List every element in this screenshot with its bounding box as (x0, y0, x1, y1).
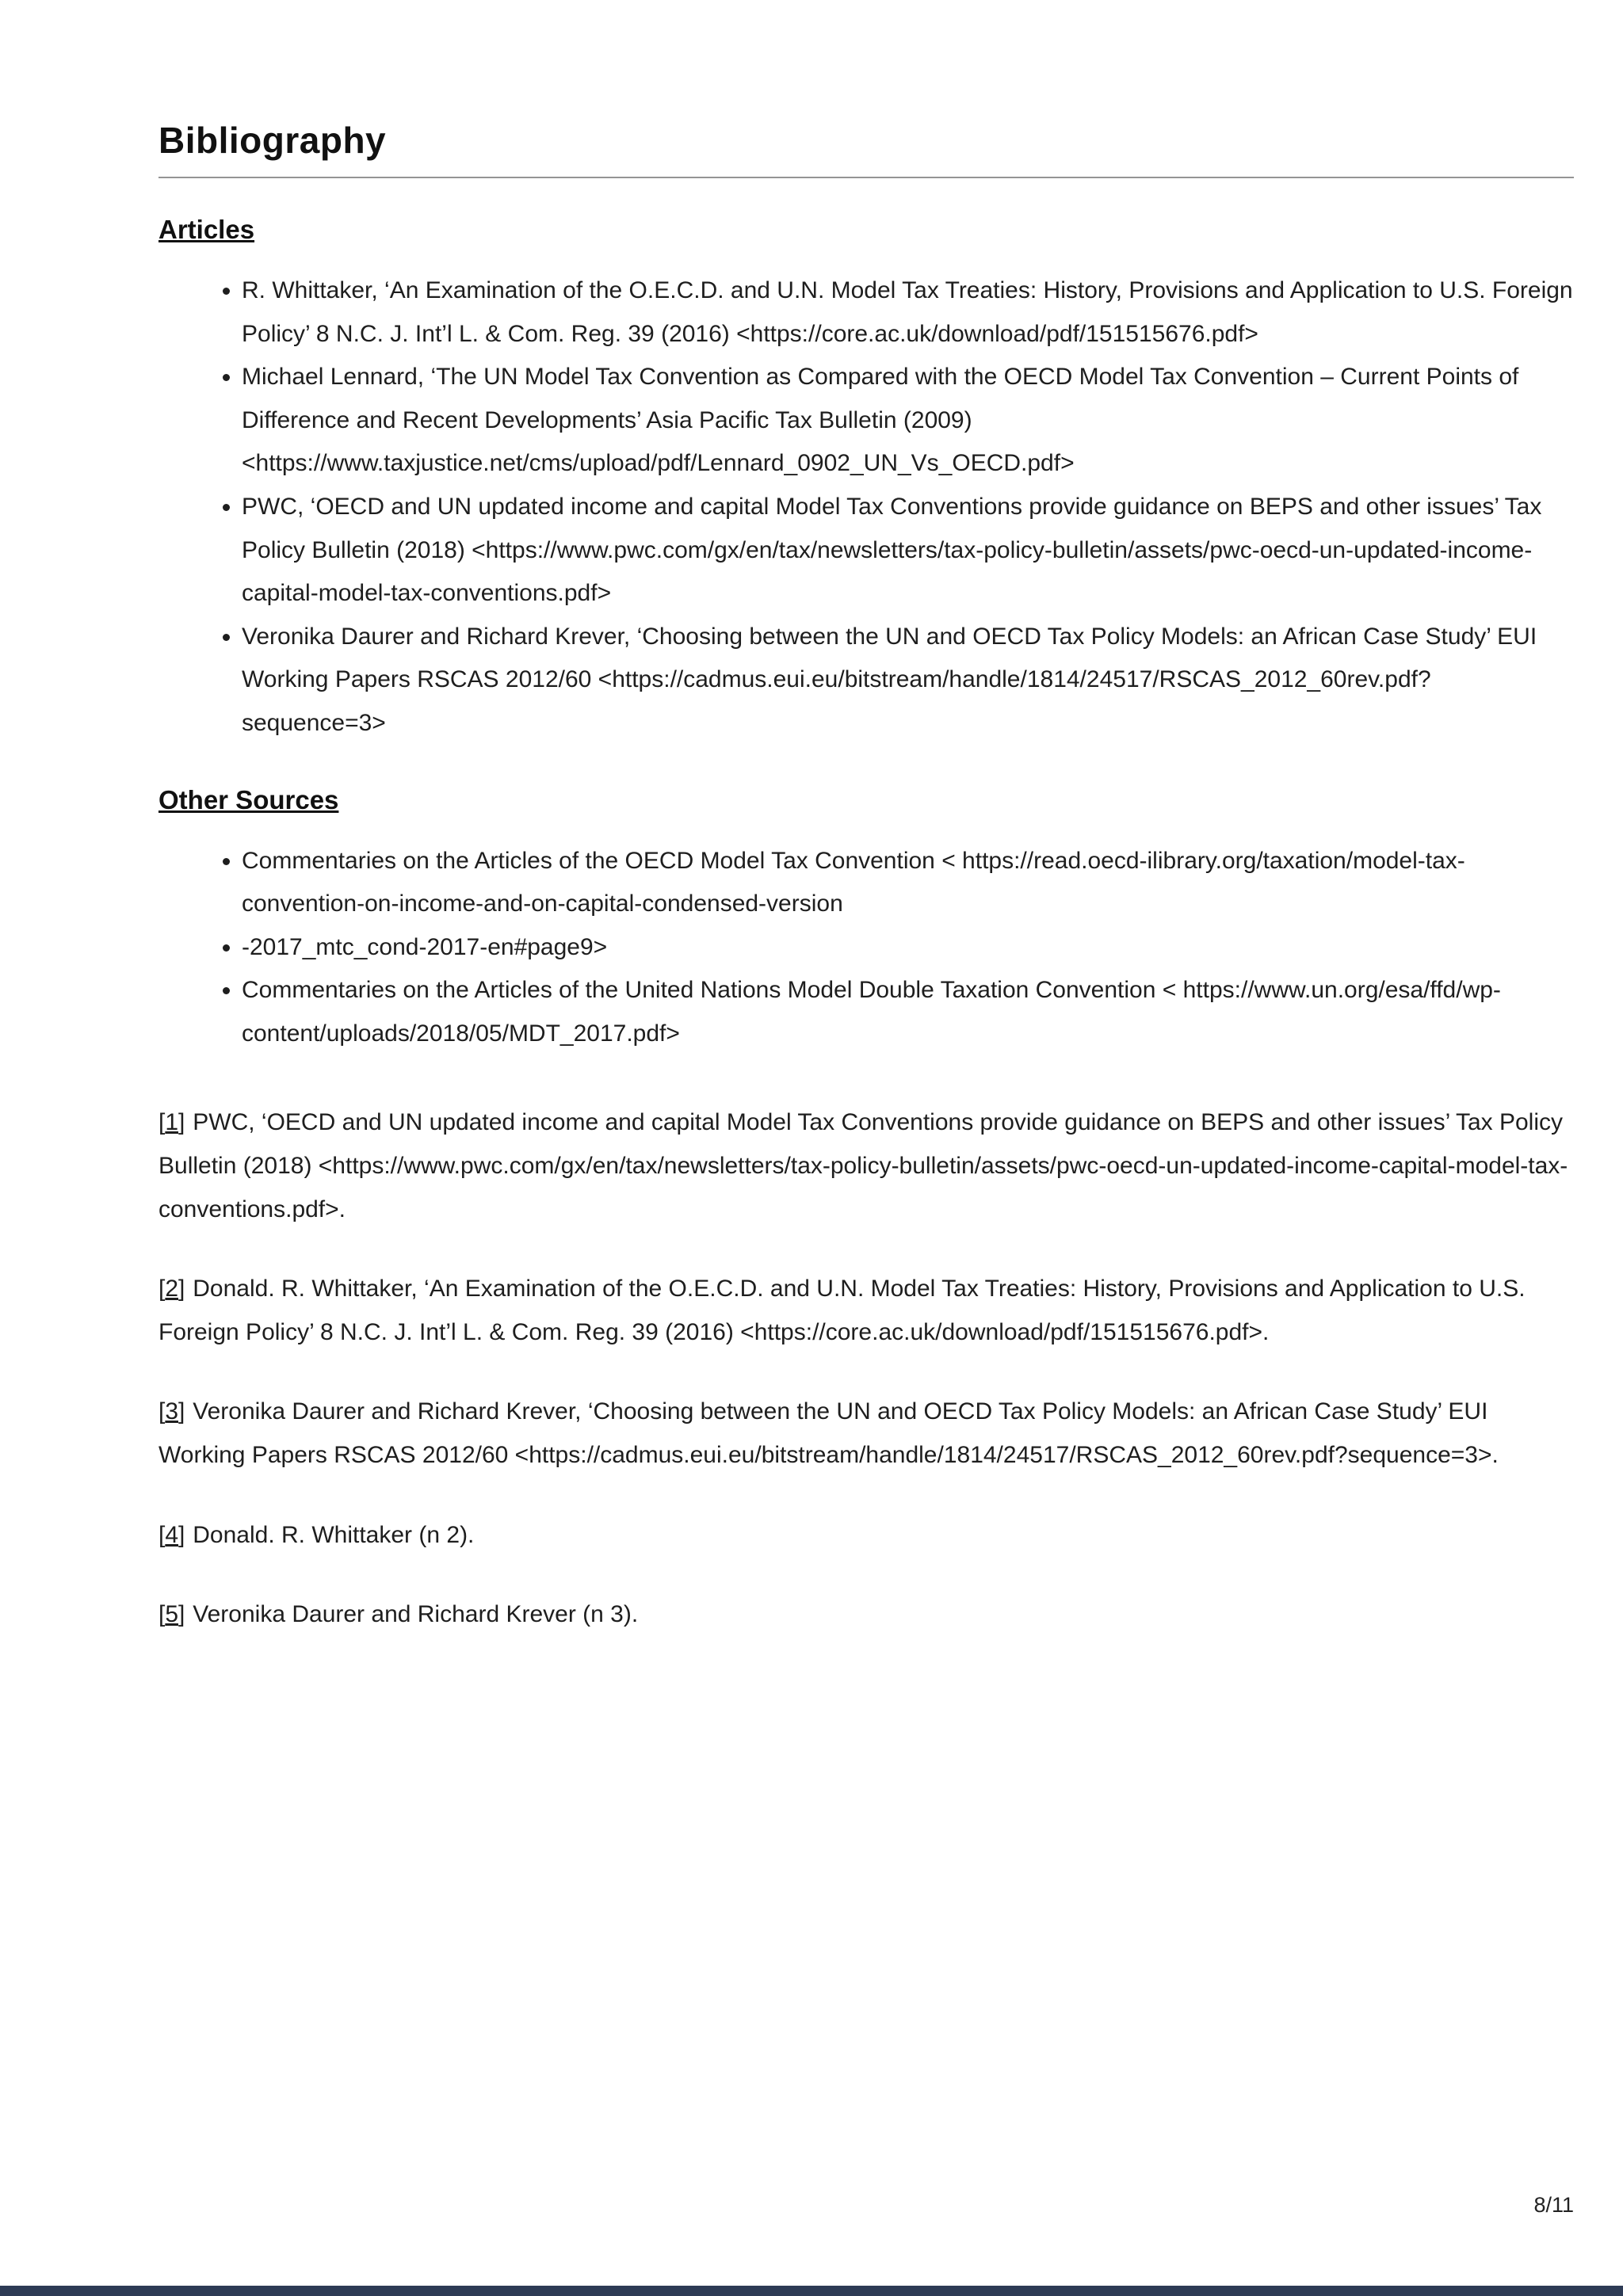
footnote (158, 1514, 1574, 1558)
footnote-bracket: ] (178, 1398, 185, 1425)
article-entry: • R. Whittaker, ‘An Examination of the O.E.C.D. and U.N. Model Tax Treaties: History, Provisions and Application to U.S. Foreign Policy’ 8 N.C. J. Int’l L. & Com. Reg. 39 (2016) <https://core.ac.uk/download/pdf/151515676.pdf> (242, 269, 1574, 356)
footnote-bracket: [ (158, 1276, 166, 1302)
footnote-text: PWC, ‘OECD and UN updated income and capital Model Tax Conventions provide guidance on BEPS and other issues’ Tax Policy Bulletin (2018) <https://www.pwc.com/gx/en/tax/newsletters/tax-policy-bulletin/assets/pwc-oecd-un-updated-income-capital-model-tax-conventions.pdf>. (158, 1109, 1568, 1222)
article-entry: • Veronika Daurer and Richard Krever, ‘Choosing between the UN and OECD Tax Policy Models: an African Case Study’ EUI Working Papers RSCAS 2012/60 <https://cadmus.eui.eu/bitstream/handle/1814/24517/RSCAS_2012_60rev.pdf?sequence=3> (242, 616, 1574, 746)
article-entry: • Michael Lennard, ‘The UN Model Tax Convention as Compared with the OECD Model Tax Convention – Current Points of Difference and Recent Developments’ Asia Pacific Tax Bulletin (2009) <https://www.taxjustice.net/cms/upload/pdf/Lennard_0902_UN_Vs_OECD.pdf> (242, 356, 1574, 486)
page-title: Bibliography (158, 120, 387, 161)
footnote-bracket: [ (158, 1601, 166, 1628)
footnote-bracket: ] (178, 1521, 185, 1548)
page-number: 8/11 (1533, 2193, 1574, 2217)
footnote-text: Veronika Daurer and Richard Krever, ‘Choosing between the UN and OECD Tax Policy Models: an African Case Study’ EUI Working Papers RSCAS 2012/60 <https://cadmus.eui.eu/bitstream/handle/1814/24517/RSCAS_2012_60rev.pdf?sequence=3>. (158, 1398, 1499, 1469)
footnote-ref-link[interactable]: 1 (165, 1109, 179, 1136)
footnote (158, 1268, 1574, 1354)
section-heading-articles: Articles (158, 215, 255, 245)
footnote-bracket: ] (178, 1109, 185, 1136)
article-entry: • PWC, ‘OECD and UN updated income and capital Model Tax Conventions provide guidance on BEPS and other issues’ Tax Policy Bulletin (2018) <https://www.pwc.com/gx/en/tax/newsletters/tax-policy-bulletin/assets/pwc-oecd-un-updated-income-capital-model-tax-conventions.pdf> (242, 486, 1574, 616)
other-sources-list (158, 840, 1574, 1056)
footnote-bracket: ] (178, 1601, 185, 1628)
other-source-entry: • Commentaries on the Articles of the United Nations Model Double Taxation Convention < https://www.un.org/esa/ffd/wp-content/uploads/2018/05/MDT_2017.pdf> (242, 969, 1574, 1055)
footnote-bracket: [ (158, 1398, 166, 1425)
footnote-text: Donald. R. Whittaker (n 2). (193, 1521, 475, 1548)
footnote-bracket: ] (178, 1276, 185, 1302)
footnote-text: Veronika Daurer and Richard Krever (n 3). (193, 1601, 639, 1628)
footnote (158, 1593, 1574, 1637)
articles-list (158, 269, 1574, 746)
other-source-entry: • -2017_mtc_cond-2017-en#page9> (242, 926, 1574, 970)
footnote (158, 1390, 1574, 1477)
footnote-ref-link[interactable]: 2 (165, 1276, 179, 1302)
footnote-text: Donald. R. Whittaker, ‘An Examination of the O.E.C.D. and U.N. Model Tax Treaties: History, Provisions and Application to U.S. Foreign Policy’ 8 N.C. J. Int’l L. & Com. Reg. 39 (2016) <https://core.ac.uk/download/pdf/151515676.pdf>. (158, 1276, 1526, 1345)
footnote-bracket: [ (158, 1521, 166, 1548)
footnote-ref-link[interactable]: 4 (165, 1521, 179, 1548)
footer-bar (0, 2286, 1623, 2296)
other-source-entry: • Commentaries on the Articles of the OECD Model Tax Convention < https://read.oecd-ilibrary.org/taxation/model-tax-convention-on-income-and-on-capital-condensed-version (242, 840, 1574, 926)
footnote (158, 1101, 1574, 1231)
section-heading-other-sources: Other Sources (158, 784, 339, 814)
footnote-ref-link[interactable]: 5 (165, 1601, 179, 1628)
footnote-ref-link[interactable]: 3 (165, 1398, 179, 1425)
footnote-bracket: [ (158, 1109, 166, 1136)
title-divider (158, 177, 1574, 178)
